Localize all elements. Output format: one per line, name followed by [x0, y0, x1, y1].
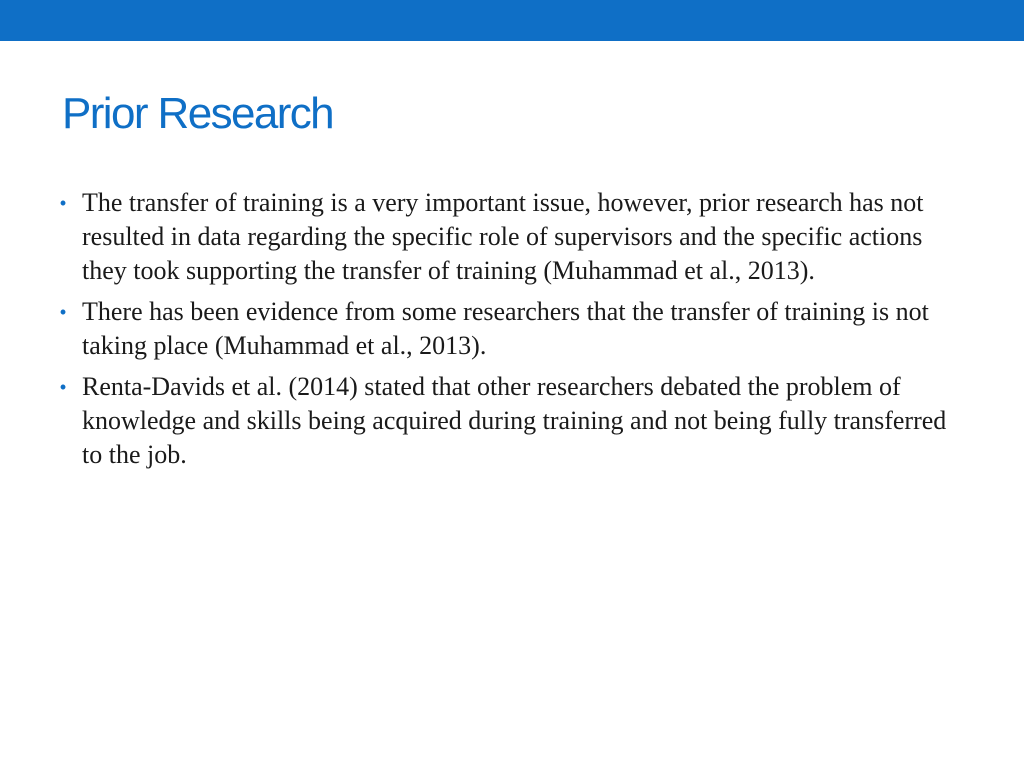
bullet-icon: • — [59, 377, 67, 397]
bullet-item — [56, 186, 966, 288]
bullet-icon: • — [59, 193, 67, 213]
bullet-text: The transfer of training is a very important issue, however, prior research has not resulted in data regarding the specific role of supervisors and the specific actions they took supporting the transfer of training (Muhammad et al., 2013). — [82, 188, 924, 285]
slide-title: Prior Research — [62, 89, 334, 138]
bullet-item — [56, 295, 966, 363]
bullet-text: There has been evidence from some researchers that the transfer of training is not taking place (Muhammad et al., 2013). — [82, 297, 929, 360]
bullet-item — [56, 370, 966, 472]
bullet-list — [56, 186, 966, 479]
bullet-icon: • — [59, 302, 67, 322]
bullet-text: Renta-Davids et al. (2014) stated that other researchers debated the problem of knowledge and skills being acquired during training and not being fully transferred to the job. — [82, 372, 947, 469]
header-accent-bar — [0, 0, 1024, 41]
